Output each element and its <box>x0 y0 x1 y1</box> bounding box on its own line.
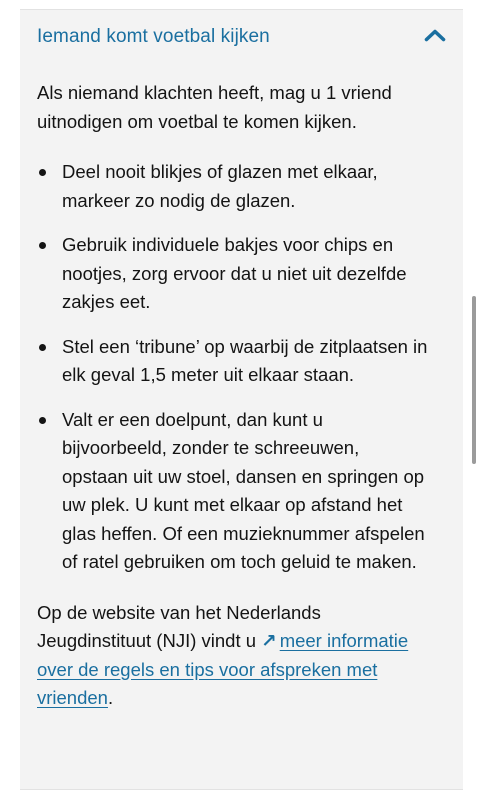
list-item <box>37 158 429 215</box>
accordion-header[interactable] <box>20 10 463 62</box>
list-item <box>37 333 429 390</box>
scrollbar-thumb[interactable] <box>472 296 476 464</box>
accordion-panel <box>20 9 463 790</box>
external-link-arrow-icon: ↗ <box>261 630 277 651</box>
bullet-icon <box>39 169 46 176</box>
accordion-title: Iemand komt voetbal kijken <box>37 26 270 47</box>
accordion-content <box>37 79 429 713</box>
nji-info-link[interactable]: meer informatie over de regels en tips voor afspreken met vrienden <box>37 630 409 708</box>
tips-list <box>37 158 429 577</box>
list-item <box>37 406 429 577</box>
outro-suffix: . <box>107 687 114 708</box>
outro-text: Op de website van het Nederlands Jeugdinstituut (NJI) vindt u <box>37 601 321 651</box>
list-item-text: Deel nooit blikjes of glazen met elkaar, markeer zo nodig de glazen. <box>62 161 378 211</box>
list-item-text: Stel een ‘tribune’ op waarbij de zitplaatsen in elk geval 1,5 meter uit elkaar staan. <box>62 335 428 385</box>
list-item-text: Valt er een doelpunt, dan kunt u bijvoorbeeld, zonder te schreeuwen, opstaan uit uw stoel, dansen en springen op uw plek. U kunt met elkaar op afstand het glas heffen. Of een muzieknummer afspelen of ratel gebruiken om toch geluid te maken. <box>62 408 425 572</box>
bullet-icon <box>39 417 46 424</box>
intro-paragraph: Als niemand klachten heeft, mag u 1 vriend uitnodigen om voetbal te komen kijken. <box>37 82 392 132</box>
bullet-icon <box>39 344 46 351</box>
outro-paragraph <box>37 599 429 713</box>
list-item <box>37 231 429 317</box>
chevron-up-icon[interactable] <box>424 28 446 42</box>
list-item-text: Gebruik individuele bakjes voor chips en nootjes, zorg ervoor dat u niet uit dezelfde zakjes eet. <box>62 234 407 312</box>
bullet-icon <box>39 242 46 249</box>
